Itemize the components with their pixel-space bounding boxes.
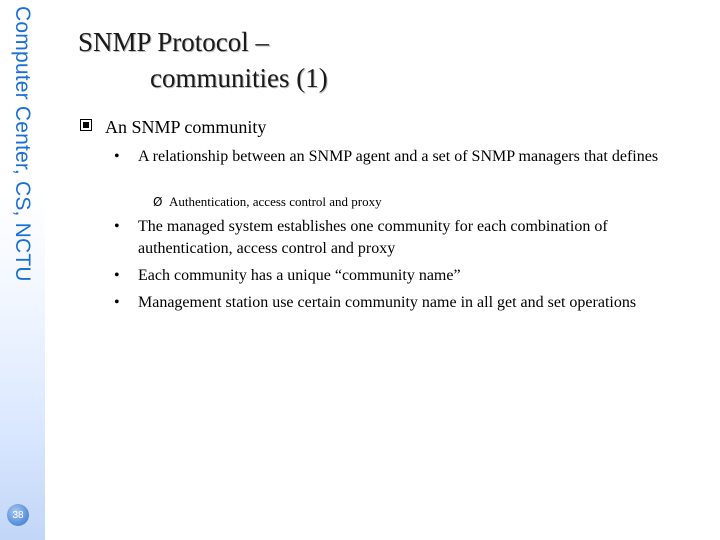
- sub-bullet-text: Management station use certain community name in all get and set operations: [138, 294, 637, 311]
- sub-bullet-item: [114, 146, 674, 168]
- slide-title-line2: communities (1): [150, 63, 328, 93]
- sub-bullet-item: [114, 216, 674, 260]
- main-bullet-text: An SNMP community: [105, 117, 267, 137]
- sub-bullet-item: [114, 265, 674, 287]
- bullet-dot-icon: •: [114, 294, 120, 311]
- arrow-bullet-icon: Ø: [153, 195, 163, 209]
- sidebar-vertical-title: Computer Center, CS, NCTU: [11, 6, 34, 282]
- bullet-dot-icon: •: [114, 148, 120, 165]
- nested-bullet-text: Authentication, access control and proxy: [169, 194, 382, 209]
- slide-title-line1: SNMP Protocol –: [78, 27, 270, 57]
- page-number-badge: 38: [7, 504, 29, 526]
- sub-bullet-text: The managed system establishes one community for each combination of authentication, access control and proxy: [138, 218, 608, 257]
- sub-bullet-text: Each community has a unique “community name”: [138, 267, 461, 284]
- bullet-dot-icon: •: [114, 267, 120, 284]
- checkbox-bullet-icon: [80, 119, 92, 131]
- slide-title: [78, 24, 328, 96]
- sub-bullet-item: [114, 292, 674, 314]
- sidebar: [0, 0, 45, 540]
- sub-bullet-text: A relationship between an SNMP agent and a set of SNMP managers that defines: [138, 148, 659, 165]
- bullet-dot-icon: •: [114, 218, 120, 235]
